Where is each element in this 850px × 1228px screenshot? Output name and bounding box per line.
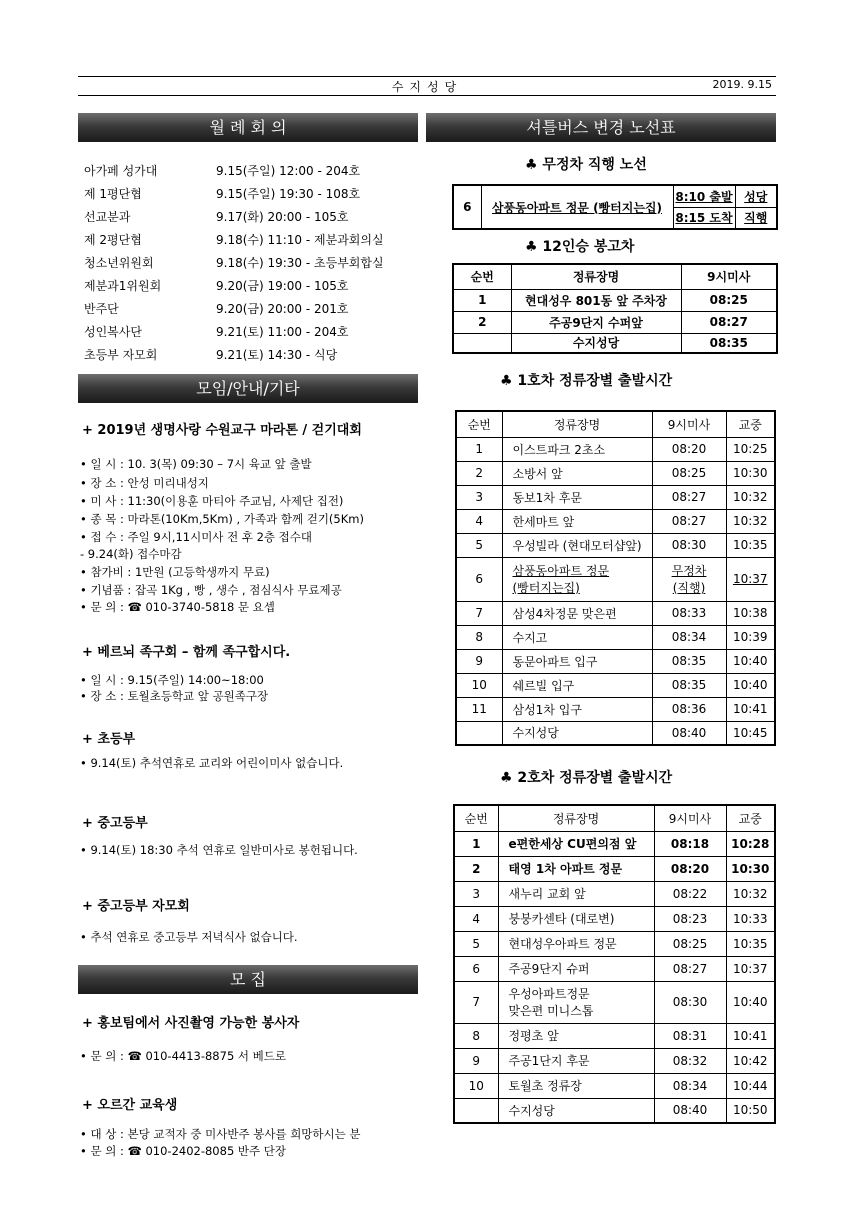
bus2-cell <box>498 1098 654 1123</box>
meeting-name: 제 1평단협 <box>84 187 142 201</box>
bus2-row <box>454 981 775 1023</box>
bus1-cell <box>456 697 502 721</box>
van-cell: 수지성당 <box>511 333 681 353</box>
bus1-cell-text: 4 <box>475 514 484 528</box>
bus1-cell-text: 수지고 <box>512 630 548 645</box>
bus2-cell <box>654 981 726 1023</box>
meeting-name: 아가페 성가대 <box>84 164 158 178</box>
bus2-cell <box>454 981 498 1023</box>
bus2-cell <box>654 931 726 956</box>
van-header-cell: 정류장명 <box>511 264 681 289</box>
bus1-cell-text: 10:37 <box>732 572 768 586</box>
bus1-row <box>456 721 775 745</box>
bus1-cell-text: 08:20 <box>671 442 707 456</box>
bus2-cell-text: 08:25 <box>672 936 708 951</box>
middle-parents-line: • 추석 연휴로 중고등부 저녁식사 없습니다. <box>80 930 298 944</box>
church-name: 수지성당 <box>391 80 463 94</box>
meeting-when: 9.21(토) 11:00 - 204호 <box>216 325 349 339</box>
meeting-name: 초등부 자모회 <box>84 348 158 362</box>
notices-band: 모임/안내/기타 <box>78 374 418 403</box>
bus2-row <box>454 881 775 906</box>
bus2-cell-text: 10:33 <box>732 911 768 926</box>
bus2-cell-text: 4 <box>472 911 481 926</box>
bus1-header-row <box>456 411 775 437</box>
bus2-cell-text: 현대성우아파트 정문 <box>508 937 617 951</box>
bus1-header-cell: 정류장명 <box>502 411 652 437</box>
bus1-cell <box>726 697 775 721</box>
soccer-line: • 장 소 : 토월초등학교 앞 공원족구장 <box>80 689 269 703</box>
direct-route-arrive: 8:15 도착 <box>673 207 735 229</box>
bus1-cell-text: 삼풍동아파트 정문 <box>512 564 610 578</box>
bus1-cell <box>456 601 502 625</box>
bus2-cell <box>654 906 726 931</box>
van-row <box>453 289 777 311</box>
bus2-cell-text: 10:42 <box>732 1053 768 1068</box>
bus2-cell <box>498 956 654 981</box>
van-row <box>453 333 777 353</box>
meeting-name: 제 2평단협 <box>84 233 142 247</box>
bus2-cell <box>454 1073 498 1098</box>
bus1-cell <box>726 461 775 485</box>
bus1-cell-text: 삼성1차 입구 <box>512 702 582 717</box>
bus2-cell <box>498 1023 654 1048</box>
bus2-row <box>454 906 775 931</box>
bus1-cell-text: 삼성4차정문 맞은편 <box>512 606 617 621</box>
marathon-heading: + 2019년 생명사랑 수원교구 마라톤 / 걷기대회 <box>82 423 362 438</box>
meeting-when: 9.15(주일) 19:30 - 108호 <box>216 187 361 201</box>
bus1-cell <box>652 533 726 557</box>
bus1-cell <box>456 509 502 533</box>
bus1-cell <box>726 649 775 673</box>
bus1-cell-text: 10:32 <box>732 490 768 504</box>
bus1-cell <box>652 601 726 625</box>
bus2-cell <box>454 956 498 981</box>
bus1-row <box>456 509 775 533</box>
direct-route-title: ♣ 무정차 직행 노선 <box>525 157 647 173</box>
bus2-cell-text: 수지성당 <box>508 1103 555 1118</box>
bus2-cell-text: 08:20 <box>670 861 710 876</box>
soccer-line: • 일 시 : 9.15(주일) 14:00~18:00 <box>80 673 264 687</box>
bus1-cell-text: 10:40 <box>732 654 768 668</box>
bus2-cell <box>654 831 726 856</box>
meeting-name: 청소년위원회 <box>84 256 154 270</box>
bus2-cell <box>726 1073 775 1098</box>
bus1-cell-subtext: (빵터지는집) <box>512 581 580 595</box>
bus2-row <box>454 1098 775 1123</box>
bus2-cell <box>726 831 775 856</box>
bus1-cell-text: 무정차 <box>671 564 707 578</box>
meeting-name: 선교분과 <box>84 210 131 224</box>
bus1-cell <box>502 557 652 601</box>
bus2-cell <box>726 881 775 906</box>
bus1-cell-text: 이스트파크 2초소 <box>512 442 606 457</box>
marathon-line: • 참가비 : 1만원 (고등학생까지 무료) <box>80 565 270 579</box>
meeting-when: 9.18(수) 11:10 - 제분과회의실 <box>216 233 384 247</box>
bus1-cell <box>726 625 775 649</box>
shuttle-band: 셔틀버스 변경 노선표 <box>426 113 776 142</box>
bus2-cell-text: 정평초 앞 <box>508 1029 559 1043</box>
direct-route-depart: 8:10 출발 <box>673 185 735 207</box>
elementary-line: • 9.14(토) 추석연휴로 교리와 어린이미사 없습니다. <box>80 756 344 770</box>
bus2-cell <box>454 831 498 856</box>
bus2-cell <box>498 881 654 906</box>
direct-route-stop: 삼풍동아파트 정문 (빵터지는집) <box>481 185 673 229</box>
bus2-header-cell: 순번 <box>454 805 498 831</box>
bus2-cell <box>454 1023 498 1048</box>
bus1-cell-text: 08:35 <box>671 678 707 692</box>
bus1-cell-text: 08:25 <box>671 466 707 480</box>
bus2-cell-text: 5 <box>472 936 481 951</box>
bus1-cell <box>652 673 726 697</box>
bus2-cell-text: 08:27 <box>672 961 708 976</box>
middle-parents-heading: + 중고등부 자모회 <box>82 899 190 914</box>
bus2-cell-text: 10:28 <box>731 836 770 851</box>
van-title: ♣ 12인승 봉고차 <box>525 239 635 255</box>
bus1-cell <box>456 557 502 601</box>
marathon-line: • 미 사 : 11:30(이용훈 마티아 주교님, 사제단 집전) <box>80 494 344 508</box>
bus1-cell-text: 7 <box>475 606 484 620</box>
bus2-header-cell: 9시미사 <box>654 805 726 831</box>
meeting-when: 9.20(금) 20:00 - 201호 <box>216 302 349 316</box>
bus1-cell <box>502 461 652 485</box>
elementary-heading: + 초등부 <box>82 732 136 747</box>
bus2-cell-text: 3 <box>472 886 481 901</box>
bus2-cell-text: 10:37 <box>732 961 768 976</box>
bus2-header-cell: 교중 <box>726 805 775 831</box>
meeting-when: 9.20(금) 19:00 - 105호 <box>216 279 349 293</box>
bus1-cell-text: 2 <box>475 466 484 480</box>
bus1-cell <box>502 533 652 557</box>
bus1-cell <box>456 625 502 649</box>
bus1-cell <box>456 485 502 509</box>
bus2-cell-text: 우성아파트정문 <box>508 987 590 1001</box>
organ-line: • 대 상 : 본당 교적자 중 미사반주 봉사를 희망하시는 분 <box>80 1127 361 1141</box>
bus2-row <box>454 831 775 856</box>
bus1-cell <box>502 721 652 745</box>
bus1-cell-text: 소방서 앞 <box>512 466 563 481</box>
bus1-cell <box>502 649 652 673</box>
bus2-cell <box>726 931 775 956</box>
bus1-cell-text: 10:35 <box>732 538 768 552</box>
marathon-line: - 9.24(화) 접수마감 <box>80 547 182 561</box>
bus1-row <box>456 437 775 461</box>
bus1-cell <box>456 461 502 485</box>
bus1-cell <box>726 557 775 601</box>
direct-route-no: 6 <box>453 185 481 229</box>
marathon-line: • 문 의 : ☎ 010-3740-5818 문 요셉 <box>80 600 275 614</box>
bus1-cell-text: 수지성당 <box>512 726 559 741</box>
bus1-cell-text: 10 <box>471 678 487 692</box>
bus2-cell <box>454 856 498 881</box>
bus2-cell <box>654 856 726 881</box>
organ-line: • 문 의 : ☎ 010-2402-8085 반주 단장 <box>80 1144 287 1158</box>
bus2-cell-text: 10:40 <box>732 995 768 1009</box>
bus2-cell-text: 08:40 <box>672 1103 708 1118</box>
bus1-cell-text: 동보1차 후문 <box>512 490 582 505</box>
marathon-line: • 종 목 : 마라톤(10Km,5Km) , 가족과 함께 걷기(5Km) <box>80 512 364 526</box>
bus1-cell <box>726 721 775 745</box>
bus1-cell <box>502 437 652 461</box>
bus1-cell-text: 한세마트 앞 <box>512 514 575 529</box>
bulletin-date: 2019. 9.15 <box>712 78 772 91</box>
marathon-line: • 접 수 : 주일 9시,11시미사 전 후 2층 접수대 <box>80 530 313 544</box>
bus1-cell-text: 5 <box>475 538 484 552</box>
bus2-row <box>454 1048 775 1073</box>
bus1-cell <box>652 437 726 461</box>
bus2-header-row <box>454 805 775 831</box>
bus1-cell-text: 10:39 <box>732 630 768 644</box>
bus1-cell-text: 10:38 <box>732 606 768 620</box>
bus2-cell <box>654 881 726 906</box>
bus1-cell-text: 10:32 <box>732 514 768 528</box>
bus1-cell-text: 08:27 <box>671 514 707 528</box>
bus1-header-cell: 순번 <box>456 411 502 437</box>
bus2-cell-text: 붕붕카센타 (대로변) <box>508 912 615 926</box>
soccer-heading: + 베르뇌 족구회 – 함께 족구합시다. <box>82 645 291 660</box>
bus2-cell <box>654 956 726 981</box>
bus1-row <box>456 461 775 485</box>
middle-heading: + 중고등부 <box>82 816 148 831</box>
bus2-cell-text: 08:34 <box>672 1078 708 1093</box>
bus1-row <box>456 625 775 649</box>
bus1-cell <box>652 557 726 601</box>
bus1-cell-text: 08:30 <box>671 538 707 552</box>
bus2-cell <box>498 1048 654 1073</box>
direct-route-dest: 성당 <box>735 185 777 207</box>
van-header-cell: 9시미사 <box>681 264 777 289</box>
bus1-cell-text: 08:33 <box>671 606 707 620</box>
van-cell: 주공9단지 수퍼앞 <box>511 311 681 333</box>
photo-volunteer-line: • 문 의 : ☎ 010-4413-8875 서 베드로 <box>80 1049 287 1063</box>
bus1-cell-text: 10:45 <box>732 725 768 740</box>
bus1-cell <box>652 697 726 721</box>
bus2-cell-text: 10:41 <box>732 1028 768 1043</box>
bus1-cell-text: 3 <box>475 490 484 504</box>
bus2-cell <box>726 981 775 1023</box>
bus2-cell <box>654 1098 726 1123</box>
bus1-header-cell: 9시미사 <box>652 411 726 437</box>
meeting-when: 9.17(화) 20:00 - 105호 <box>216 210 349 224</box>
bus2-cell <box>726 1023 775 1048</box>
bus2-cell-text: 10:30 <box>731 861 770 876</box>
bus1-cell-text: 08:27 <box>671 490 707 504</box>
bus2-cell-subtext: 맞은편 미니스톱 <box>508 1004 594 1018</box>
bus1-cell-text: 8 <box>475 630 484 644</box>
bus2-cell <box>498 931 654 956</box>
bus2-table <box>453 804 776 1124</box>
bus1-cell-text: 10:30 <box>732 466 768 480</box>
middle-line: • 9.14(토) 18:30 추석 연휴로 일반미사로 봉헌됩니다. <box>80 843 358 857</box>
bus1-cell <box>652 625 726 649</box>
bus2-cell <box>454 1048 498 1073</box>
van-table <box>452 263 778 354</box>
bus2-cell-text: 주공9단지 슈퍼 <box>508 962 590 976</box>
bus1-cell-text: 1 <box>475 442 484 456</box>
bus1-cell <box>726 485 775 509</box>
bus1-cell-text: 동문아파트 입구 <box>512 654 598 669</box>
bus2-cell-text: 새누리 교회 앞 <box>508 887 586 901</box>
bus2-cell-text: 10:32 <box>732 886 768 901</box>
bus2-cell <box>498 1073 654 1098</box>
bus1-row <box>456 697 775 721</box>
bus1-cell <box>456 673 502 697</box>
bus1-cell <box>502 509 652 533</box>
bus1-cell <box>456 721 502 745</box>
bus1-cell-text: 08:36 <box>671 702 707 716</box>
bus1-cell <box>502 485 652 509</box>
bus2-cell <box>454 1098 498 1123</box>
bus1-cell <box>502 697 652 721</box>
bus2-cell-text: 08:18 <box>670 836 710 851</box>
bus1-cell-text: 6 <box>475 572 484 586</box>
bus1-cell <box>502 601 652 625</box>
bus2-header-cell: 정류장명 <box>498 805 654 831</box>
van-header-cell: 순번 <box>453 264 511 289</box>
bus2-row <box>454 1073 775 1098</box>
bus2-cell-text: 6 <box>472 961 481 976</box>
bus2-cell-text: e편한세상 CU편의점 앞 <box>508 837 637 851</box>
bus2-cell <box>654 1048 726 1073</box>
van-cell: 08:25 <box>681 289 777 311</box>
bus1-cell <box>726 437 775 461</box>
bus1-cell-text: 쉐르빌 입구 <box>512 678 575 693</box>
bus1-table <box>455 410 776 746</box>
marathon-line: • 일 시 : 10. 3(목) 09:30 – 7시 육교 앞 출발 <box>80 457 312 471</box>
bus1-row <box>456 649 775 673</box>
bus1-cell <box>652 509 726 533</box>
bus2-cell-text: 10:35 <box>732 936 768 951</box>
bus2-cell-text: 9 <box>472 1053 481 1068</box>
van-cell <box>453 333 511 353</box>
van-cell: 2 <box>453 311 511 333</box>
bus2-cell-text: 주공1단지 후문 <box>508 1054 590 1068</box>
bus1-cell <box>652 649 726 673</box>
bus1-cell-text: 9 <box>475 654 484 668</box>
bus2-cell-text: 7 <box>472 995 481 1009</box>
bus2-cell-text: 08:23 <box>672 911 708 926</box>
bus2-title: ♣ 2호차 정류장별 출발시간 <box>500 770 673 786</box>
bus2-cell-text: 10 <box>468 1078 484 1093</box>
bus2-row <box>454 931 775 956</box>
meeting-when: 9.21(토) 14:30 - 식당 <box>216 348 338 362</box>
bus2-cell <box>454 881 498 906</box>
bus1-cell <box>502 625 652 649</box>
bus1-cell <box>456 649 502 673</box>
direct-route-table <box>452 184 778 230</box>
bus1-title: ♣ 1호차 정류장별 출발시간 <box>500 373 673 389</box>
bus1-cell <box>652 485 726 509</box>
van-cell: 1 <box>453 289 511 311</box>
bus1-cell-text: 08:34 <box>671 630 707 644</box>
bus1-cell-text: 10:25 <box>732 442 768 456</box>
photo-volunteer-heading: + 홍보팀에서 사진촬영 가능한 봉사자 <box>82 1016 300 1031</box>
bus1-header-cell: 교중 <box>726 411 775 437</box>
bus1-cell-text: 11 <box>471 702 487 716</box>
bus2-cell-text: 2 <box>472 861 481 876</box>
direct-route-dest: 직행 <box>735 207 777 229</box>
bus2-row <box>454 956 775 981</box>
meeting-name: 성인복사단 <box>84 325 142 339</box>
bus1-cell <box>726 673 775 697</box>
bus1-row <box>456 601 775 625</box>
bus2-cell <box>454 906 498 931</box>
bus2-cell <box>726 906 775 931</box>
bus1-row <box>456 533 775 557</box>
bus2-cell <box>654 1073 726 1098</box>
organ-heading: + 오르간 교육생 <box>82 1098 178 1113</box>
marathon-line: • 장 소 : 안성 미리내성지 <box>80 476 209 490</box>
bus2-cell-text: 08:30 <box>672 995 708 1009</box>
van-cell: 08:27 <box>681 311 777 333</box>
bus2-cell <box>498 906 654 931</box>
bus2-cell <box>726 856 775 881</box>
bus2-cell <box>726 1048 775 1073</box>
bus1-cell-text: 10:40 <box>732 678 768 692</box>
bus1-cell <box>456 533 502 557</box>
page-header <box>78 76 776 96</box>
van-row <box>453 311 777 333</box>
bus2-cell <box>726 1098 775 1123</box>
bus2-cell-text: 8 <box>472 1028 481 1043</box>
bus2-row <box>454 1023 775 1048</box>
bus2-cell <box>498 831 654 856</box>
bus2-cell <box>726 956 775 981</box>
van-cell: 현대성우 801동 앞 주차장 <box>511 289 681 311</box>
bus2-cell-text: 08:22 <box>672 886 708 901</box>
bus2-cell <box>498 981 654 1023</box>
bus2-cell <box>454 931 498 956</box>
meeting-when: 9.15(주일) 12:00 - 204호 <box>216 164 361 178</box>
bus2-cell-text: 10:50 <box>732 1103 768 1118</box>
bus1-cell-text: 08:40 <box>671 725 707 740</box>
van-cell: 08:35 <box>681 333 777 353</box>
bus1-cell <box>726 601 775 625</box>
recruit-band: 모 집 <box>78 965 418 994</box>
bus1-cell <box>502 673 652 697</box>
meeting-name: 제분과1위원회 <box>84 279 162 293</box>
bus2-row <box>454 856 775 881</box>
bus1-cell-text: 우성빌라 (현대모터샵앞) <box>512 538 642 553</box>
bus1-cell <box>652 721 726 745</box>
bus1-cell <box>652 461 726 485</box>
bus1-cell-text: 08:35 <box>671 654 707 668</box>
bus2-cell <box>498 856 654 881</box>
bus2-cell-text: 08:31 <box>672 1028 708 1043</box>
bus1-cell <box>726 533 775 557</box>
bus2-cell-text: 10:44 <box>732 1078 768 1093</box>
bus2-cell <box>654 1023 726 1048</box>
bus1-cell-subtext: (직행) <box>672 581 706 595</box>
bus2-cell-text: 토월초 정류장 <box>508 1079 582 1093</box>
bus1-row <box>456 673 775 697</box>
bus2-cell-text: 태영 1차 아파트 정문 <box>508 862 623 876</box>
bus2-cell-text: 08:32 <box>672 1053 708 1068</box>
bus1-row <box>456 485 775 509</box>
bus1-cell-text: 10:41 <box>732 702 768 716</box>
bus1-cell <box>456 437 502 461</box>
bus1-cell <box>726 509 775 533</box>
bus2-cell-text: 1 <box>472 836 481 851</box>
meeting-when: 9.18(수) 19:30 - 초등부회합실 <box>216 256 384 270</box>
marathon-line: • 기념품 : 잡곡 1Kg , 빵 , 생수 , 점심식사 무료제공 <box>80 583 342 597</box>
bus1-row <box>456 557 775 601</box>
meeting-band: 월 례 회 의 <box>78 113 418 142</box>
meeting-name: 반주단 <box>84 302 119 316</box>
